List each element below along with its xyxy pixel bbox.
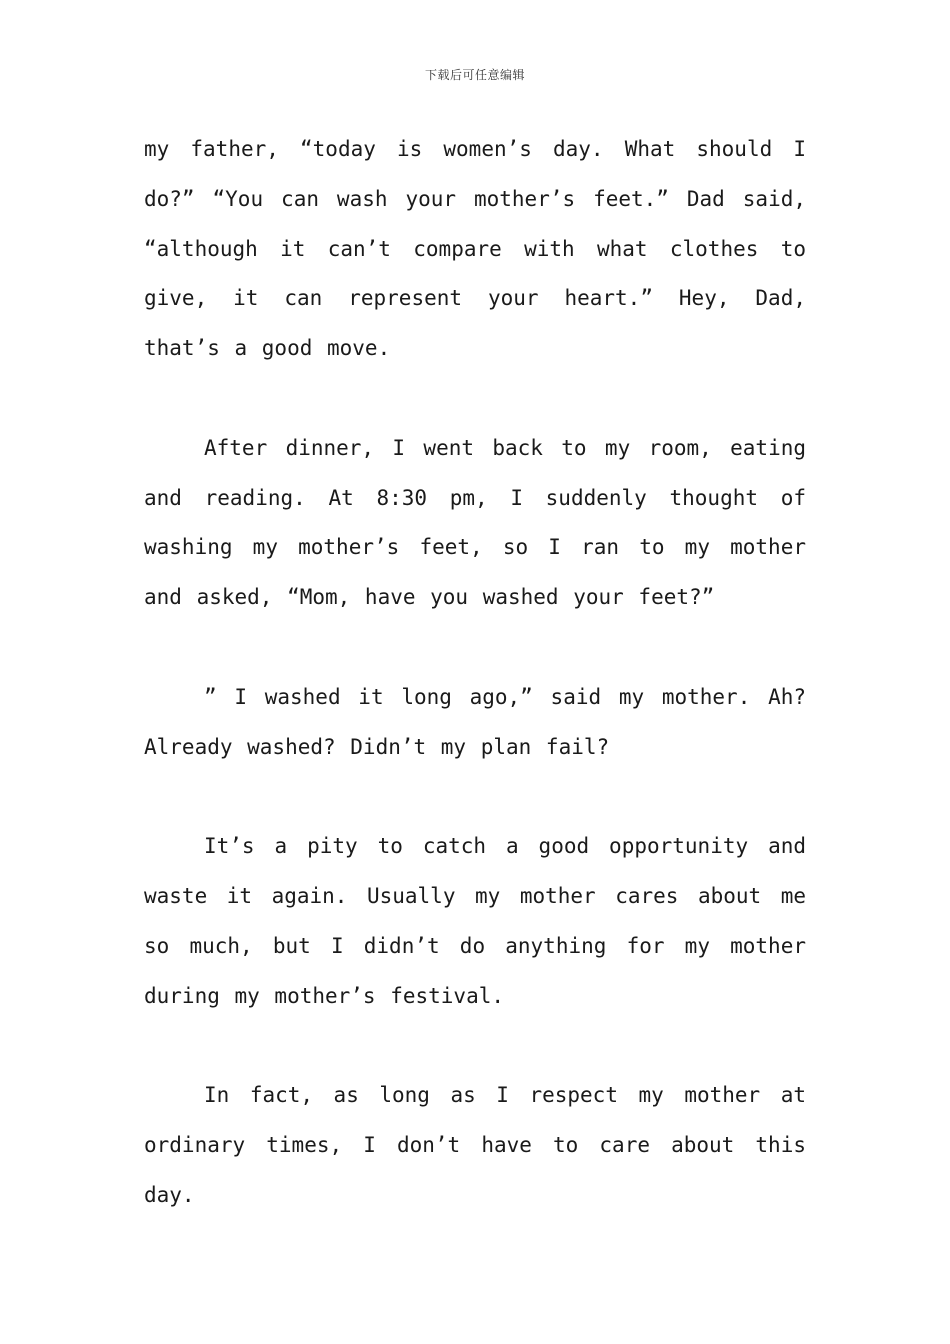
paragraph-2: After dinner, I went back to my room, eating and reading. At 8:30 pm, I suddenly thought of washing my mother’s feet, so I ran to my mother and asked, “Mom, have you washed your feet?” [144, 435, 806, 610]
paragraph-1: my father, “today is women’s day. What should I do?” “You can wash your mother’s feet.” Dad said, “although it can’t compare with what clothes to give, it can represent your heart.” Hey, Dad, that’s a good move. [144, 137, 806, 361]
paragraph-5: In fact, as long as I respect my mother at ordinary times, I don’t have to care about this day. [144, 1083, 806, 1207]
page-header: 下载后可任意编辑 [424, 68, 525, 82]
document-body [144, 125, 806, 1270]
paragraph-3: ” I washed it long ago,” said my mother. Ah? Already washed? Didn’t my plan fail? [144, 684, 806, 759]
paragraph-4: It’s a pity to catch a good opportunity and waste it again. Usually my mother cares about me so much, but I didn’t do anything for my mother during my mother’s festival. [144, 834, 806, 1008]
